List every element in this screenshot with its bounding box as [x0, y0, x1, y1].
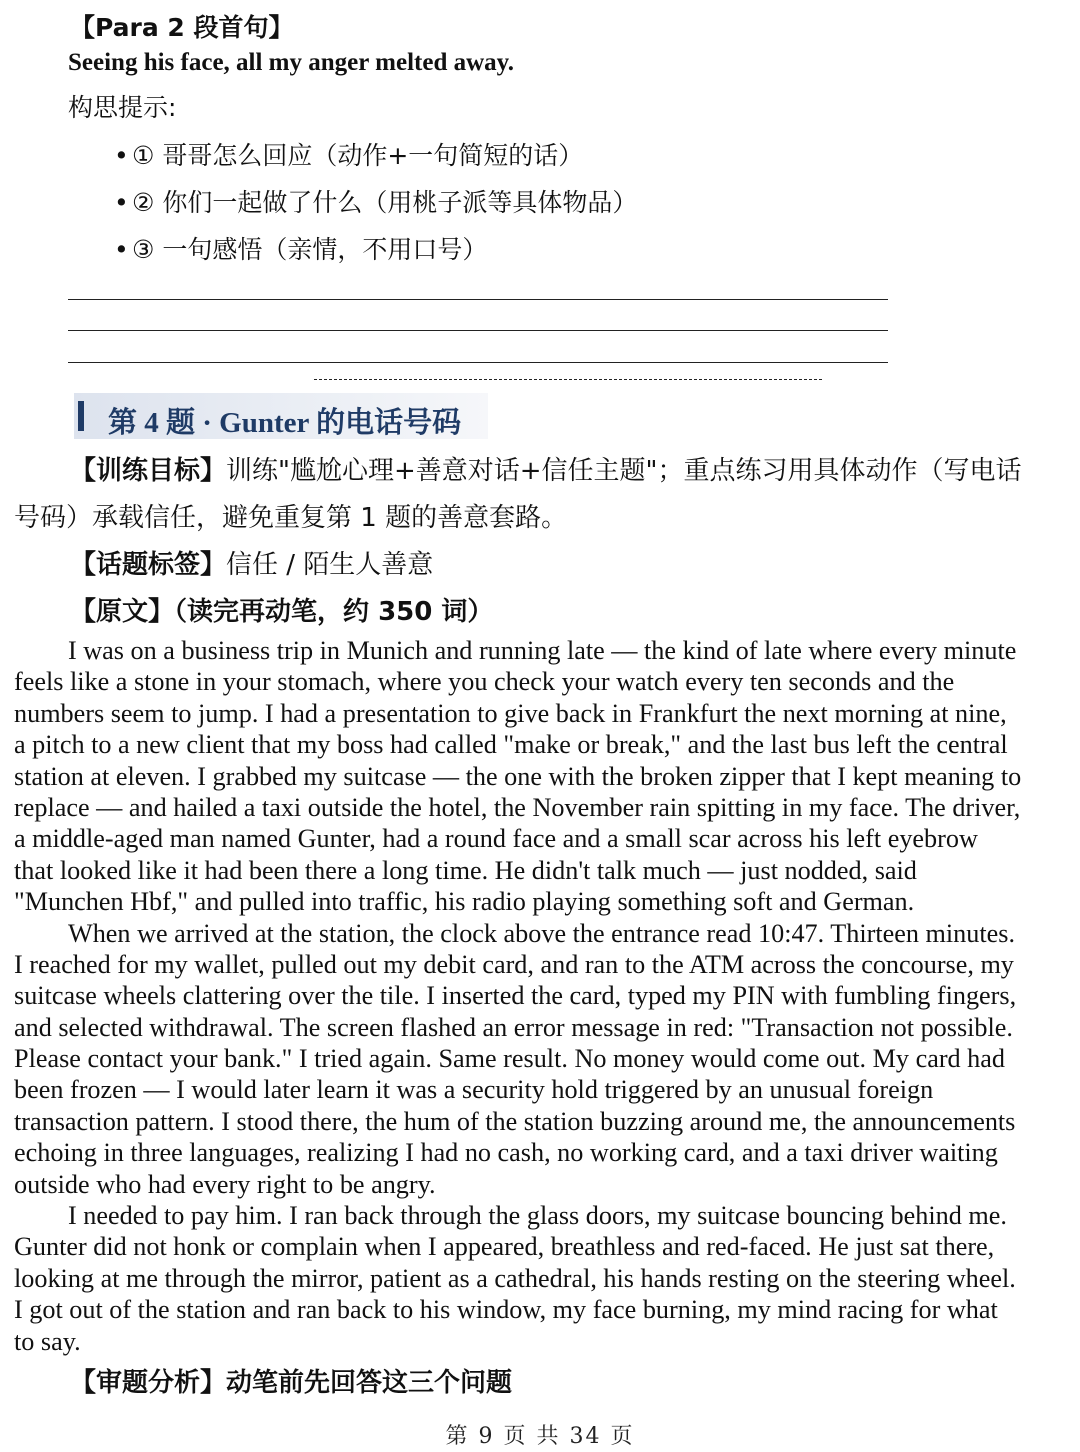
passage-line: feels like a stone in your stomach, where you check your watch every ten seconds and the [14, 667, 955, 697]
original-note: （读完再动笔，约 350 词） [174, 597, 494, 627]
passage-line: station at eleven. I grabbed my suitcase — the one with the broken zipper that I kept meaning to [14, 761, 1022, 791]
topic-tags-label: 【话题标签】 [70, 550, 227, 580]
training-goal-line1 [70, 458, 1022, 484]
passage-line: I needed to pay him. I ran back through the glass doors, my suitcase bouncing behind me. [68, 1201, 1007, 1231]
hint-label: 构思提示: [68, 93, 177, 122]
section-accent-mark [78, 401, 84, 431]
passage-line: to say. [14, 1326, 81, 1356]
passage-line: looking at me through the mirror, patient as a cathedral, his hands resting on the steering wheel. [14, 1263, 1016, 1293]
passage-line: and selected withdrawal. The screen flashed an error message in red: "Transaction not possible. [14, 1012, 1013, 1042]
topic-tags [70, 552, 433, 578]
original-heading [70, 599, 493, 625]
para2-first-sentence: Seeing his face, all my anger melted away. [68, 49, 515, 76]
answer-line[interactable] [68, 330, 888, 331]
passage-line: Gunter did not honk or complain when I appeared, breathless and red-faced. He just sat there, [14, 1232, 995, 1262]
passage-line: suitcase wheels clattering over the tile. I inserted the card, typed my PIN with fumbling fingers, [14, 981, 1017, 1011]
passage-line: echoing in three languages, realizing I had no cash, no working card, and a taxi driver waiting [14, 1138, 998, 1168]
passage-line: Please contact your bank." I tried again. Same result. No money would come out. My card had [14, 1044, 1005, 1074]
passage-text [14, 635, 1066, 1357]
hint-text: ① 哥哥怎么回应（动作+一句简短的话） [132, 141, 584, 170]
passage-line: replace — and hailed a taxi outside the hotel, the November rain spitting in my face. The driver, [14, 792, 1021, 822]
original-label: 【原文】 [70, 597, 175, 627]
passage-line: transaction pattern. I stood there, the hum of the station buzzing around me, the announcements [14, 1106, 1016, 1136]
bullet-icon: • [114, 141, 129, 170]
passage-line: "Munchen Hbf," and pulled into traffic, his radio playing something soft and German. [14, 887, 915, 917]
passage-line: outside who had every right to be angry. [14, 1169, 436, 1199]
bullet-icon: • [114, 188, 129, 217]
training-goal-text: 训练"尴尬心理+善意对话+信任主题"；重点练习用具体动作（写电话 [226, 456, 1022, 486]
training-goal-line2: 号码）承载信任，避免重复第 1 题的善意套路。 [14, 503, 568, 533]
analysis-heading [70, 1370, 512, 1396]
section-title: 第 4 题 · Gunter 的电话号码 [108, 407, 462, 439]
hint-text: ③ 一句感悟（亲情，不用口号） [132, 235, 488, 264]
passage-line: a middle-aged man named Gunter, had a round face and a small scar across his left eyebrow [14, 824, 978, 854]
passage-line: been frozen — I would later learn it was a security hold triggered by an unusual foreign [14, 1075, 934, 1105]
answer-line[interactable] [68, 362, 888, 363]
topic-tags-text: 信任 / 陌生人善意 [226, 550, 434, 580]
passage-line: numbers seem to jump. I had a presentation to give back in Frankfurt the next morning at nine, [14, 698, 1007, 728]
para2-heading: 【Para 2 段首句】 [70, 13, 294, 42]
passage-line: When we arrived at the station, the clock above the entrance read 10:47. Thirteen minutes. [68, 918, 1015, 948]
analysis-label: 【审题分析】 [70, 1368, 227, 1398]
passage-line: a pitch to a new client that my boss had called "make or break," and the last bus left the central [14, 730, 1008, 760]
dashed-divider [314, 379, 822, 380]
analysis-text: 动笔前先回答这三个问题 [226, 1368, 513, 1398]
bullet-icon: • [114, 235, 129, 264]
training-goal-label: 【训练目标】 [70, 456, 227, 486]
passage-line: I was on a business trip in Munich and running late — the kind of late where every minute [68, 636, 1017, 665]
hint-item [114, 136, 583, 172]
page-footer: 第 9 页 共 34 页 [445, 1424, 635, 1449]
hint-item [114, 183, 637, 219]
answer-line[interactable] [68, 299, 888, 300]
hint-item [114, 230, 487, 266]
passage-line: I got out of the station and ran back to his window, my face burning, my mind racing for what [14, 1295, 998, 1325]
passage-line: I reached for my wallet, pulled out my debit card, and ran to the ATM across the concourse, my [14, 949, 1014, 979]
passage-line: that looked like it had been there a long time. He didn't talk much — just nodded, said [14, 855, 917, 885]
hint-text: ② 你们一起做了什么（用桃子派等具体物品） [132, 188, 638, 217]
